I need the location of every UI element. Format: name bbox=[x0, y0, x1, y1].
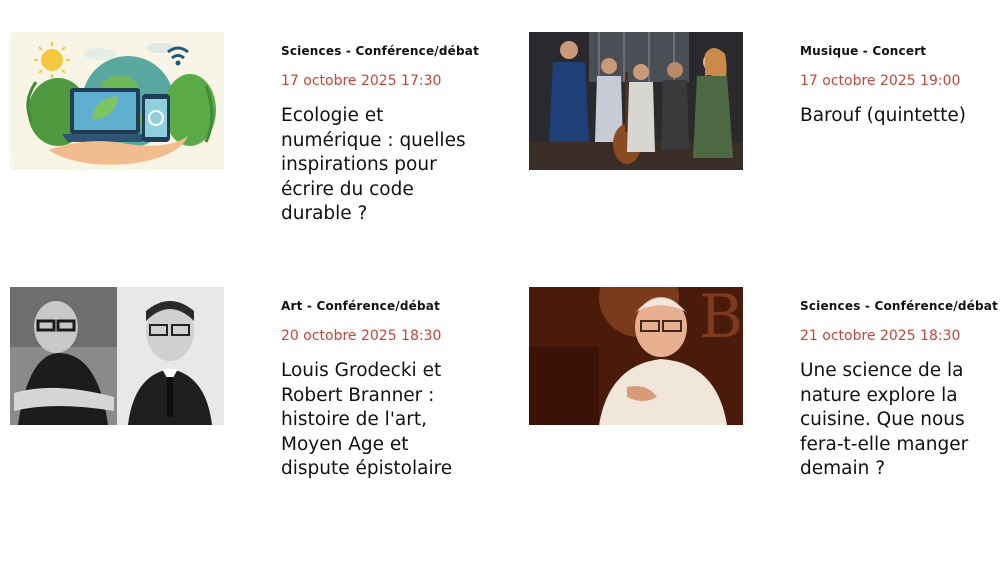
speaker-photo bbox=[529, 287, 743, 425]
event-category: Art - Conférence/débat bbox=[281, 299, 441, 313]
event-date: 17 octobre 2025 17:30 bbox=[281, 73, 442, 89]
event-image-link[interactable] bbox=[529, 287, 743, 425]
event-card[interactable] bbox=[10, 287, 490, 517]
event-category: Musique - Concert bbox=[800, 44, 927, 58]
event-card[interactable] bbox=[529, 287, 1000, 517]
eco-laptop-illustration bbox=[10, 32, 224, 170]
event-title-link[interactable]: Louis Grodecki et Robert Branner : histoire de l'art, Moyen Age et dispute épistolaire bbox=[281, 360, 453, 479]
event-date: 20 octobre 2025 18:30 bbox=[281, 328, 442, 344]
event-date: 17 octobre 2025 19:00 bbox=[800, 73, 961, 89]
event-title-link[interactable]: Ecologie et numérique : quelles inspirations pour écrire du code durable ? bbox=[281, 105, 466, 224]
event-image-link[interactable] bbox=[10, 287, 224, 425]
event-date: 21 octobre 2025 18:30 bbox=[800, 328, 961, 344]
event-title-link[interactable]: Une science de la nature explore la cuisine. Que nous fera-t-elle manger demain ? bbox=[800, 360, 969, 479]
event-card[interactable] bbox=[10, 32, 490, 262]
event-category: Sciences - Conférence/débat bbox=[281, 44, 480, 58]
event-image-link[interactable] bbox=[10, 32, 224, 170]
event-image-link[interactable] bbox=[529, 32, 743, 170]
event-card[interactable] bbox=[529, 32, 1000, 262]
portraits-photo bbox=[10, 287, 224, 425]
event-category: Sciences - Conférence/débat bbox=[800, 299, 999, 313]
svg-text:B: B bbox=[699, 287, 743, 352]
band-photo bbox=[529, 32, 743, 170]
event-title-link[interactable]: Barouf (quintette) bbox=[800, 105, 966, 126]
